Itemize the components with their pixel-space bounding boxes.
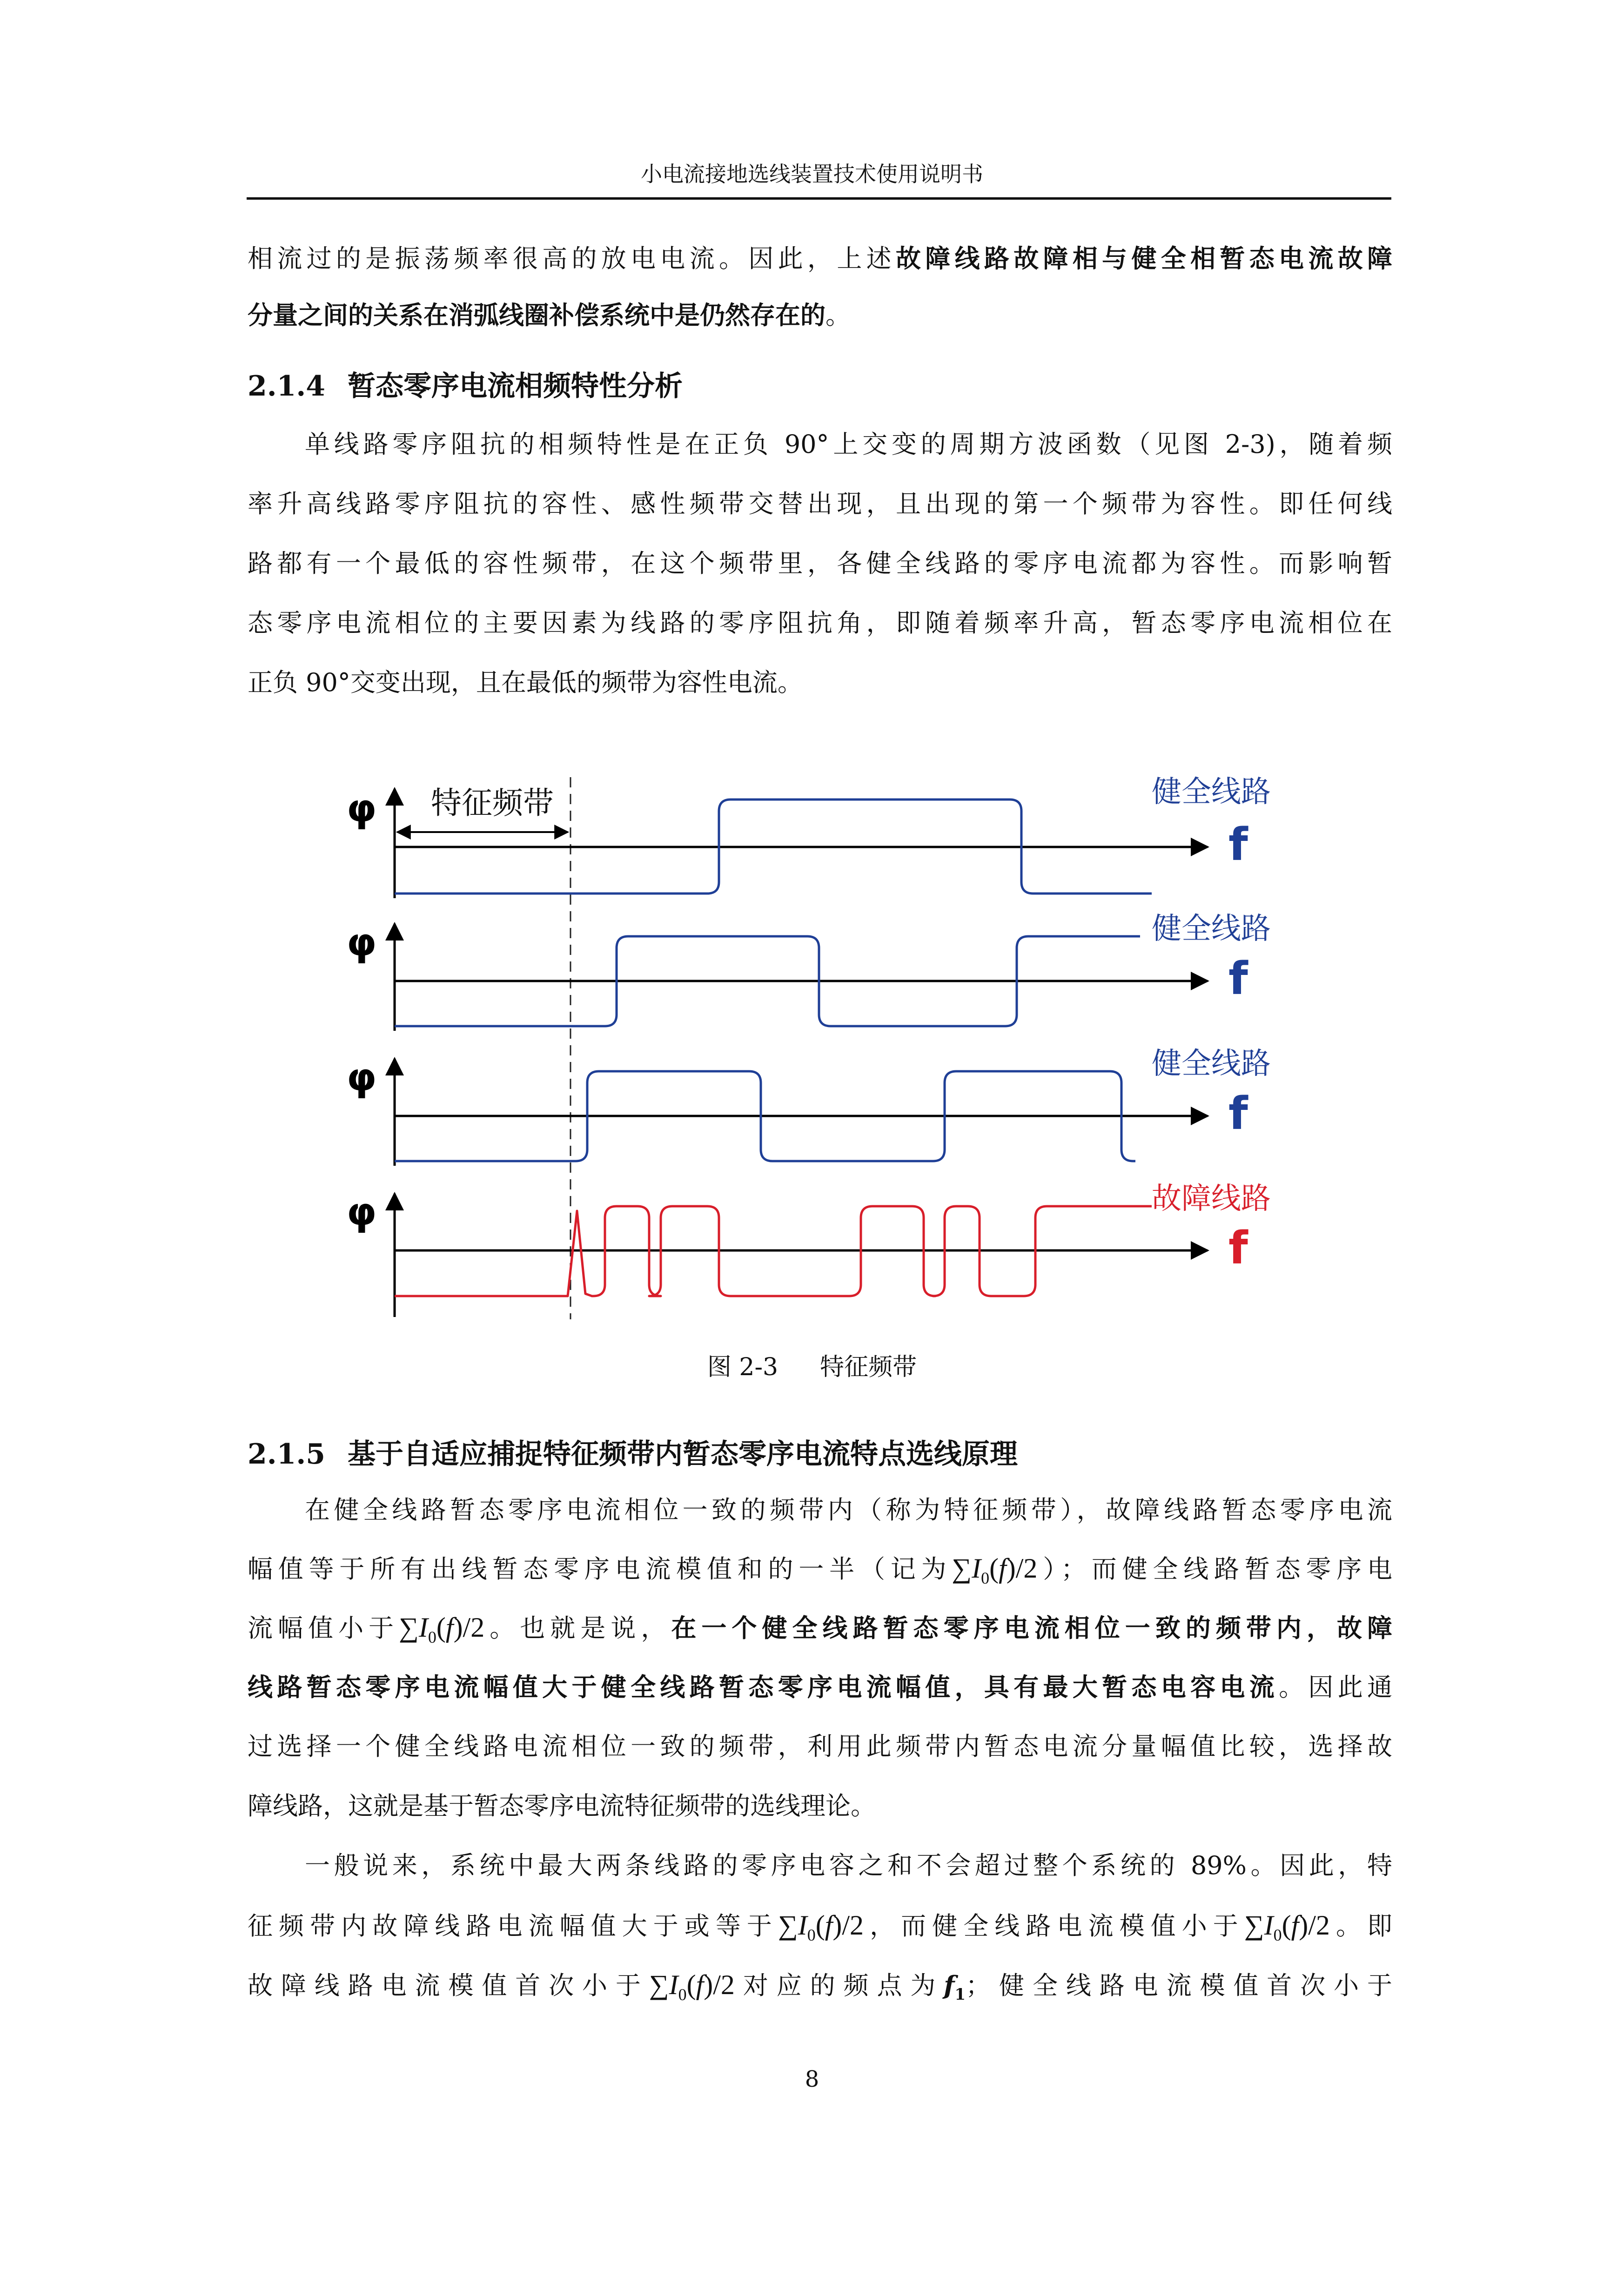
- paragraph-line: 率升高线路零序阻抗的容性、感性频带交替出现，且出现的第一个频带为容性。即任何线: [248, 489, 1392, 518]
- paragraph-line: 障线路，这就是基于暂态零序电流特征频带的选线理论。: [248, 1791, 876, 1821]
- waveform-label: 健全线路: [1152, 1047, 1271, 1081]
- page-number: 8: [805, 2066, 819, 2092]
- y-axis-symbol-phi: φ: [347, 920, 377, 965]
- paragraph-line: 路都有一个最低的容性频带，在这个频带里，各健全线路的零序电流都为容性。而影响暂: [248, 549, 1392, 578]
- section-heading-2-1-5: 2.1.5 基于自适应捕捉特征频带内暂态零序电流特点选线原理: [248, 1438, 1018, 1471]
- paragraph-line: 幅值等于所有出线暂态零序电流模值和的一半（记为$\sum I_0(f)/2$）；而健全线路暂态零序电: [248, 1553, 1393, 1587]
- paragraph-line: 正负 90°交变出现，且在最低的频带为容性电流。: [248, 668, 803, 697]
- y-axis-symbol-phi: φ: [347, 1055, 377, 1100]
- running-header: 小电流接地选线装置技术使用说明书: [641, 161, 983, 187]
- paragraph-line: 相流过的是振荡频率很高的放电电流。因此，上述故障线路故障相与健全相暂态电流故障: [248, 243, 1393, 273]
- figure-caption: 图 2-3 特征频带: [707, 1353, 917, 1381]
- paragraph-line: 在健全线路暂态零序电流相位一致的频带内（称为特征频带），故障线路暂态零序电流: [305, 1495, 1392, 1525]
- band-label: 特征频带: [431, 785, 554, 821]
- paragraph-line: 单线路零序阻抗的相频特性是在正负 90°上交变的周期方波函数（见图 2-3)，随着频: [305, 430, 1392, 459]
- formula-sum-i0-half: $\sum I_0(f)/2$: [952, 1553, 1038, 1587]
- x-axis-symbol-f: f: [1228, 953, 1248, 1005]
- y-axis-symbol-phi: φ: [347, 1190, 377, 1234]
- x-axis-symbol-f: f: [1228, 1088, 1248, 1140]
- y-axis-symbol-phi: φ: [347, 786, 377, 831]
- x-axis-symbol-f: f: [1228, 1222, 1248, 1274]
- formula-sum-i0-half: $\sum I_0(f)/2$: [778, 1910, 864, 1944]
- waveform-label: 健全线路: [1152, 912, 1271, 946]
- section-heading-2-1-4: 2.1.4 暂态零序电流相频特性分析: [248, 370, 683, 403]
- paragraph-line: 过选择一个健全线路电流相位一致的频带，利用此频带内暂态电流分量幅值比较，选择故: [248, 1732, 1392, 1761]
- x-axis-symbol-f: f: [1228, 819, 1248, 871]
- waveform-label: 健全线路: [1152, 775, 1271, 809]
- paragraph-line: 态零序电流相位的主要因素为线路的零序阻抗角，即随着频率升高，暂态零序电流相位在: [248, 608, 1392, 638]
- paragraph-line: 故障线路电流模值首次小于$\sum I_0(f)/2$对应的频点为$f_1$；健全线路电流模值首次小于: [248, 1969, 1392, 2004]
- formula-sum-i0-half: $\sum I_0(f)/2$: [1244, 1910, 1330, 1944]
- paragraph-line: 流幅值小于$\sum I_0(f)/2$。也就是说，在一个健全线路暂态零序电流相位一致的频带内，故障: [248, 1612, 1393, 1646]
- paragraph-line: 分量之间的关系在消弧线圈补偿系统中是仍然存在的。: [248, 300, 851, 330]
- paragraph-line: 线路暂态零序电流幅值大于健全线路暂态零序电流幅值，具有最大暂态电容电流。因此通: [248, 1672, 1393, 1702]
- paragraph-line: 征频带内故障线路电流幅值大于或等于$\sum I_0(f)/2$，而健全线路电流模值小于$\sum I_0(f)/2$。即: [248, 1910, 1393, 1944]
- waveform-label: 故障线路: [1152, 1182, 1271, 1216]
- paragraph-line: 一般说来，系统中最大两条线路的零序电容之和不会超过整个系统的 89%。因此，特: [305, 1851, 1392, 1880]
- formula-sum-i0-half: $\sum I_0(f)/2$: [399, 1612, 485, 1646]
- formula-sum-i0-half: $\sum I_0(f)/2$: [649, 1969, 735, 2004]
